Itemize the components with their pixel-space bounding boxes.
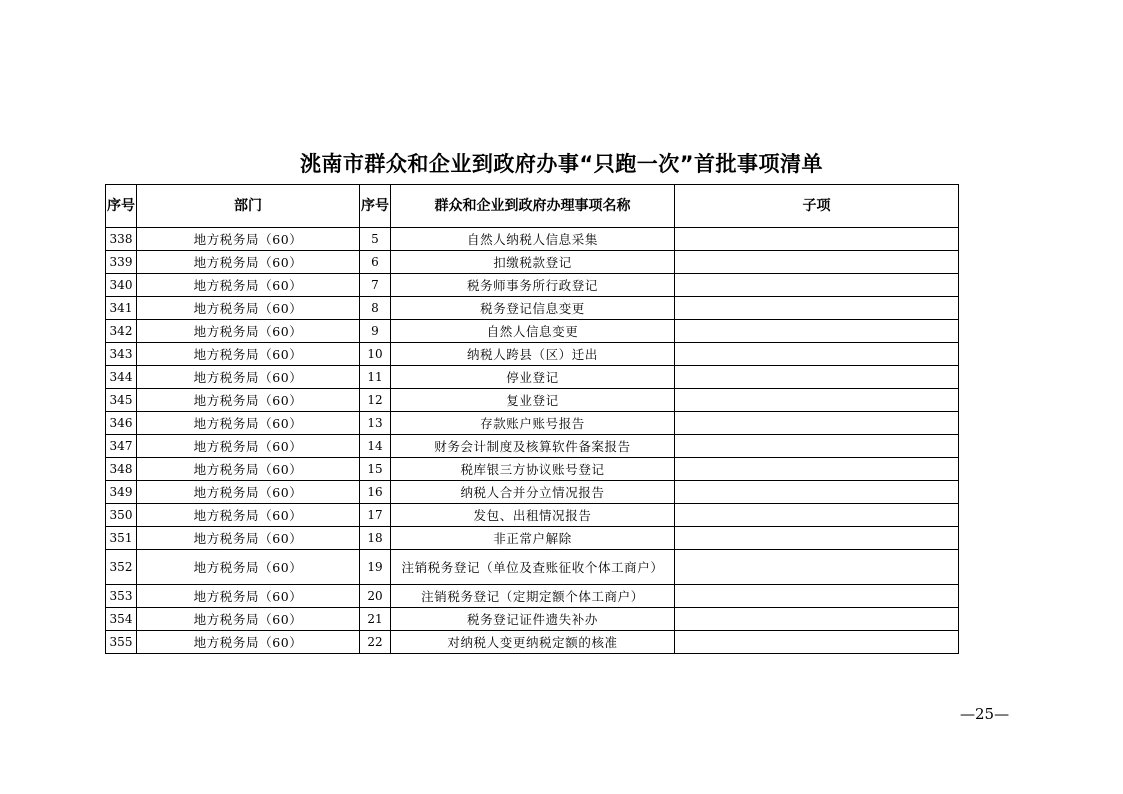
cell-sub-seq: 8 [360, 297, 391, 320]
table-row [106, 481, 959, 504]
table-row [106, 504, 959, 527]
table-body [106, 228, 959, 654]
cell-seq: 353 [106, 585, 137, 608]
cell-sub-item [675, 320, 959, 343]
cell-item-name: 停业登记 [391, 366, 675, 389]
table-row [106, 631, 959, 654]
cell-seq: 348 [106, 458, 137, 481]
cell-item-name: 发包、出租情况报告 [391, 504, 675, 527]
table-row [106, 435, 959, 458]
cell-item-name: 非正常户解除 [391, 527, 675, 550]
cell-sub-item [675, 504, 959, 527]
table-row [106, 251, 959, 274]
cell-department: 地方税务局（60） [137, 412, 360, 435]
cell-sub-seq: 6 [360, 251, 391, 274]
cell-department: 地方税务局（60） [137, 481, 360, 504]
cell-sub-item [675, 389, 959, 412]
cell-sub-item [675, 343, 959, 366]
header-seq: 序号 [106, 185, 137, 228]
cell-item-name: 财务会计制度及核算软件备案报告 [391, 435, 675, 458]
cell-seq: 342 [106, 320, 137, 343]
cell-department: 地方税务局（60） [137, 435, 360, 458]
cell-sub-seq: 14 [360, 435, 391, 458]
cell-seq: 346 [106, 412, 137, 435]
cell-seq: 352 [106, 550, 137, 585]
cell-department: 地方税务局（60） [137, 585, 360, 608]
header-item-name: 群众和企业到政府办理事项名称 [391, 185, 675, 228]
cell-item-name: 纳税人合并分立情况报告 [391, 481, 675, 504]
cell-sub-item [675, 251, 959, 274]
cell-item-name: 税库银三方协议账号登记 [391, 458, 675, 481]
cell-item-name: 扣缴税款登记 [391, 251, 675, 274]
cell-sub-item [675, 458, 959, 481]
cell-seq: 350 [106, 504, 137, 527]
cell-department: 地方税务局（60） [137, 228, 360, 251]
cell-department: 地方税务局（60） [137, 320, 360, 343]
cell-sub-seq: 16 [360, 481, 391, 504]
cell-sub-item [675, 527, 959, 550]
table-row [106, 320, 959, 343]
cell-sub-item [675, 631, 959, 654]
table-row [106, 550, 959, 585]
cell-seq: 343 [106, 343, 137, 366]
cell-sub-item [675, 228, 959, 251]
header-department: 部门 [137, 185, 360, 228]
cell-sub-seq: 12 [360, 389, 391, 412]
page-number: —25— [960, 705, 1010, 723]
cell-item-name: 税务登记证件遗失补办 [391, 608, 675, 631]
table-row [106, 458, 959, 481]
table-row [106, 412, 959, 435]
cell-item-name: 纳税人跨县（区）迁出 [391, 343, 675, 366]
cell-department: 地方税务局（60） [137, 527, 360, 550]
cell-sub-item [675, 412, 959, 435]
cell-sub-item [675, 435, 959, 458]
cell-item-name: 对纳税人变更纳税定额的核准 [391, 631, 675, 654]
cell-sub-seq: 22 [360, 631, 391, 654]
table-header-row [106, 185, 959, 228]
cell-item-name: 税务登记信息变更 [391, 297, 675, 320]
cell-seq: 354 [106, 608, 137, 631]
cell-sub-item [675, 550, 959, 585]
cell-seq: 338 [106, 228, 137, 251]
cell-department: 地方税务局（60） [137, 343, 360, 366]
cell-sub-seq: 17 [360, 504, 391, 527]
header-sub-seq: 序号 [360, 185, 391, 228]
cell-sub-item [675, 366, 959, 389]
cell-sub-seq: 7 [360, 274, 391, 297]
cell-seq: 344 [106, 366, 137, 389]
cell-sub-seq: 19 [360, 550, 391, 585]
table-row [106, 389, 959, 412]
cell-seq: 339 [106, 251, 137, 274]
cell-department: 地方税务局（60） [137, 458, 360, 481]
cell-department: 地方税务局（60） [137, 366, 360, 389]
cell-sub-seq: 20 [360, 585, 391, 608]
cell-sub-seq: 18 [360, 527, 391, 550]
cell-department: 地方税务局（60） [137, 550, 360, 585]
table-row [106, 343, 959, 366]
table-row [106, 274, 959, 297]
items-table [105, 184, 959, 654]
cell-seq: 341 [106, 297, 137, 320]
cell-seq: 345 [106, 389, 137, 412]
cell-sub-seq: 15 [360, 458, 391, 481]
cell-department: 地方税务局（60） [137, 274, 360, 297]
cell-sub-seq: 21 [360, 608, 391, 631]
cell-seq: 347 [106, 435, 137, 458]
cell-item-name: 存款账户账号报告 [391, 412, 675, 435]
cell-seq: 355 [106, 631, 137, 654]
cell-sub-seq: 11 [360, 366, 391, 389]
table-row [106, 366, 959, 389]
cell-seq: 340 [106, 274, 137, 297]
cell-department: 地方税务局（60） [137, 608, 360, 631]
cell-sub-item [675, 585, 959, 608]
header-sub-item: 子项 [675, 185, 959, 228]
page-title: 洮南市群众和企业到政府办事“只跑一次”首批事项清单 [299, 152, 824, 176]
cell-sub-item [675, 297, 959, 320]
cell-item-name: 税务师事务所行政登记 [391, 274, 675, 297]
cell-sub-seq: 5 [360, 228, 391, 251]
cell-item-name: 注销税务登记（单位及查账征收个体工商户） [391, 550, 675, 585]
cell-sub-seq: 10 [360, 343, 391, 366]
cell-item-name: 自然人信息变更 [391, 320, 675, 343]
table-row [106, 228, 959, 251]
cell-seq: 351 [106, 527, 137, 550]
cell-department: 地方税务局（60） [137, 389, 360, 412]
cell-item-name: 复业登记 [391, 389, 675, 412]
cell-sub-seq: 13 [360, 412, 391, 435]
cell-department: 地方税务局（60） [137, 297, 360, 320]
cell-sub-item [675, 608, 959, 631]
cell-department: 地方税务局（60） [137, 631, 360, 654]
table-row [106, 608, 959, 631]
table-row [106, 527, 959, 550]
cell-seq: 349 [106, 481, 137, 504]
table-row [106, 297, 959, 320]
table-row [106, 585, 959, 608]
cell-sub-item [675, 274, 959, 297]
cell-item-name: 注销税务登记（定期定额个体工商户） [391, 585, 675, 608]
cell-department: 地方税务局（60） [137, 251, 360, 274]
cell-item-name: 自然人纳税人信息采集 [391, 228, 675, 251]
cell-sub-item [675, 481, 959, 504]
cell-department: 地方税务局（60） [137, 504, 360, 527]
cell-sub-seq: 9 [360, 320, 391, 343]
